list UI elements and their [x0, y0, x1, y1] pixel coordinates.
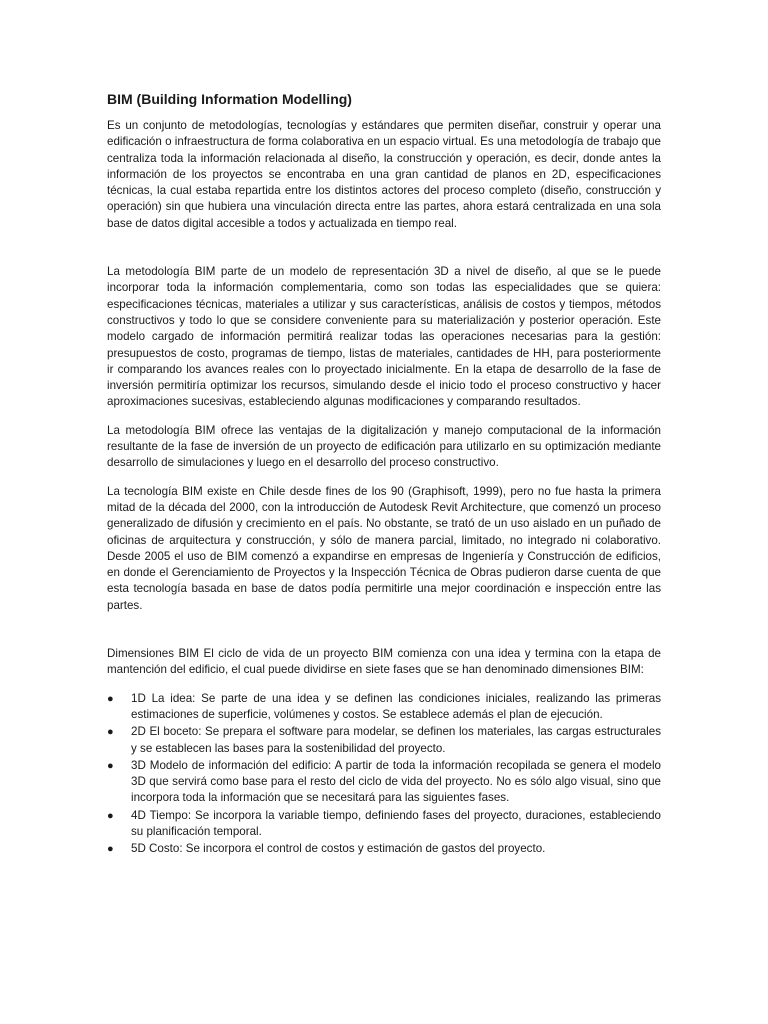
paragraph-bim-methodology: La metodología BIM parte de un modelo de representación 3D a nivel de diseño, al que se le puede incorporar toda la información complementaria, como son todas las especialidades que se quiera: especificaciones técnicas, materiales a utilizar y sus características, análisis de costos y tiempos, métodos constructivos y todo lo que se considere conveniente para su materialización y posterior operación. Este modelo cargado de información permitirá realizar todas las operaciones necesarias para la gestión: presupuestos de costo, programas de tiempo, listas de materiales, cantidades de HH, para posteriormente ir comparando los avances reales con lo proyectado inicialmente. En la etapa de desarrollo de la fase de inversión permitiría optimizar los recursos, simulando desde el inicio todo el proceso constructivo y hacer aproximaciones sucesivas, estableciendo algunas modificaciones y comparando resultados. [107, 265, 661, 409]
paragraph-bim-definition: Es un conjunto de metodologías, tecnologías y estándares que permiten diseñar, construir y operar una edificación o infraestructura de forma colaborativa en un espacio virtual. Es una metodología de trabajo que centraliza toda la información relacionada al diseño, la construcción y operación, es decir, donde antes la información de los proyectos se encontraba en una gran cantidad de planos en 2D, especificaciones técnicas, la cual estaba repartida entre los distintos actores del proceso completo (diseño, construcción y operación) sin que hubiera una vinculación directa entre las partes, ahora estará centralizada en una sola base de datos digital accesible a todos y actualizada en tiempo real. [107, 119, 661, 230]
paragraph-bim-chile: La tecnología BIM existe en Chile desde fines de los 90 (Graphisoft, 1999), pero no fue hasta la primera mitad de la década del 2000, con la introducción de Autodesk Revit Architecture, que comenzó un proceso generalizado de difusión y crecimiento en el país. No obstante, se trató de un uso aislado en un puñado de oficinas de arquitectura y construcción, y sólo de manera parcial, limitado, no integrado ni colaborativo. Desde 2005 el uso de BIM comenzó a expandirse en empresas de Ingeniería y Construcción de edificios, en donde el Gerenciamiento de Proyectos y la Inspección Técnica de Obras pudieron darse cuenta de que esta tecnología basada en base de datos podía permitirle una mejor coordinación e inspección entre las partes. [107, 484, 661, 612]
list-item-text: 4D Tiempo: Se incorpora la variable tiempo, definiendo fases del proyecto, duraciones, estableciendo su planificación temporal. [131, 808, 661, 838]
list-item-text: 2D El boceto: Se prepara el software para modelar, se definen los materiales, las cargas estructurales y se establecen las bases para la sostenibilidad del proyecto. [131, 725, 661, 755]
list-item-text: 3D Modelo de información del edificio: A partir de toda la información recopilada se genera el modelo 3D que servirá como base para el resto del ciclo de vida del proyecto. No es sólo algo visual, sino que incorpora toda la información que se necesitará para las siguientes fases. [131, 758, 661, 805]
document-page [107, 90, 661, 859]
bullet-icon: ● [107, 809, 114, 822]
bullet-icon: ● [107, 726, 114, 739]
bullet-icon: ● [107, 692, 114, 705]
document-title: BIM (Building Information Modelling) [107, 91, 352, 107]
paragraph-bim-advantages: La metodología BIM ofrece las ventajas de la digitalización y manejo computacional de la información resultante de la fase de inversión de un proyecto de edificación para utilizarlo en su optimización mediante desarrollo de simulaciones y luego en el desarrollo del proceso constructivo. [107, 423, 661, 470]
bullet-icon: ● [107, 759, 114, 772]
list-item [107, 724, 661, 757]
list-item [107, 758, 661, 807]
list-item [107, 841, 661, 857]
list-item-text: 1D La idea: Se parte de una idea y se definen las condiciones iniciales, realizando las primeras estimaciones de superficie, volúmenes y costos. Se establece además el plan de ejecución. [131, 691, 661, 721]
list-item-text: 5D Costo: Se incorpora el control de costos y estimación de gastos del proyecto. [131, 842, 546, 856]
bullet-icon: ● [107, 843, 114, 856]
list-item [107, 691, 661, 724]
dimensions-list [107, 691, 661, 858]
list-item [107, 808, 661, 841]
paragraph-bim-dimensions: Dimensiones BIM El ciclo de vida de un proyecto BIM comienza con una idea y termina con la etapa de mantención del edificio, el cual puede dividirse en siete fases que se han denominado dimensiones BIM: [107, 647, 661, 677]
